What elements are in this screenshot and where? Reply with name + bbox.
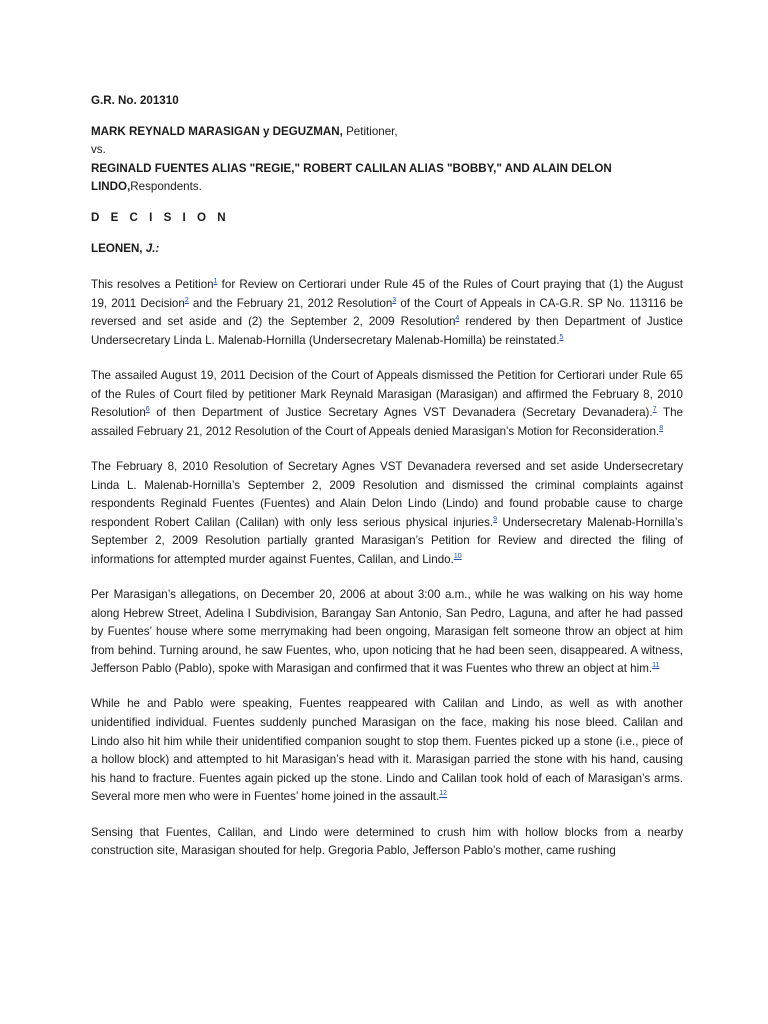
paragraph-text: The assailed February 21, 2012 Resolution of the Court of Appeals denied Marasigan’s Motion for Reconsideration. [91, 406, 683, 438]
body-paragraph [91, 458, 683, 570]
respondents-role: Respondents. [130, 180, 202, 194]
respondents-line [91, 160, 683, 197]
footnote-link[interactable]: 12 [439, 790, 448, 798]
petitioner-name: MARK REYNALD MARASIGAN y DEGUZMAN, [91, 124, 343, 138]
body-paragraph [91, 824, 683, 861]
paragraph-text: for Review on Certiorari under Rule 45 of the Rules of Court praying that (1) the August 19, 2011 Decision [91, 278, 684, 310]
footnote-link[interactable]: 10 [453, 553, 462, 561]
ponente-name: LEONEN, [91, 241, 146, 255]
respondents-names: REGINALD FUENTES ALIAS "REGIE," ROBERT CALILAN ALIAS "BOBBY," AND ALAIN DELON LINDO, [91, 161, 612, 194]
paragraph-text: The assailed August 19, 2011 Decision of the Court of Appeals dismissed the Petition for Certiorari under Rule 65 of the Rules of Court filed by petitioner Mark Reynald Marasigan (Marasigan) and affirmed the February 8, 2010 Resolution [91, 369, 683, 420]
paragraph-text: The February 8, 2010 Resolution of Secretary Agnes VST Devanadera reversed and set aside Undersecretary Linda L. Malenab-Hornilla’s September 2, 2009 Resolution and dismissed the criminal complaints against respondents Reginald Fuentes (Fuentes) and Alain Delon Lindo (Lindo) and found probable cause to charge respondent Robert Calilan (Calilan) with only less serious physical injuries. [91, 459, 683, 529]
decision-heading: D E C I S I O N [91, 210, 230, 224]
footnote-link[interactable]: 7 [652, 406, 657, 414]
case-number: G.R. No. 201310 [91, 94, 179, 107]
petitioner-line [91, 123, 683, 142]
footnote-link[interactable]: 8 [659, 424, 664, 432]
paragraph-text: and the February 21, 2012 Resolution [188, 296, 393, 310]
footnote-link[interactable]: 5 [559, 334, 564, 342]
footnote-link[interactable]: 2 [184, 296, 189, 304]
footnote-link[interactable]: 3 [392, 296, 397, 304]
footnote-link[interactable]: 1 [213, 278, 218, 286]
body-paragraph [91, 367, 683, 441]
versus-line: vs. [91, 143, 106, 157]
paragraph-text: Undersecretary Malenab-Hornilla’s September 2, 2009 Resolution partially granted Marasigan’s Petition for Review and directed the filing of informations for attempted murder against Fuentes, Calilan, and Lindo. [91, 515, 684, 566]
paragraph-text: This resolves a Petition [91, 278, 214, 292]
paragraph-text: While he and Pablo were speaking, Fuentes reappeared with Calilan and Lindo, as well as with another unidentified individual. Fuentes suddenly punched Marasigan on the face, making his nose bleed. Calilan and Lindo also hit him while their unidentified companion sought to stop them. Fuentes picked up a stone (i.e., piece of a hollow block) and attempted to hit Marasigan’s head with it. Marasigan parried the stone with his hand, causing his hand to fracture. Fuentes again picked up the stone. Lindo and Calilan took hold of each of Marasigan’s arms. Several more men who were in Fuentes’ home joined in the assault. [91, 697, 683, 804]
decision-body [91, 276, 683, 861]
body-paragraph [91, 586, 683, 679]
footnote-link[interactable]: 9 [493, 515, 498, 523]
body-paragraph [91, 695, 683, 807]
paragraph-text: of then Department of Justice Secretary Agnes VST Devanadera (Secretary Devanadera). [149, 406, 653, 420]
footnote-link[interactable]: 11 [652, 662, 660, 670]
petitioner-role: Petitioner, [342, 124, 398, 138]
ponente-title: J.: [145, 241, 160, 255]
paragraph-text: Per Marasigan’s allegations, on December 20, 2006 at about 3:00 a.m., while he was walking on his way home along Hebrew Street, Adelina I Subdivision, Barangay San Antonio, San Pedro, Laguna, and after he had passed by Fuentes’ house where some merrymaking had been ongoing, Marasigan felt someone throw an object at him from behind. Turning around, he saw Fuentes, who, upon noticing that he had been seen, disappeared. A witness, Jefferson Pablo (Pablo), spoke with Marasigan and confirmed that it was Fuentes who threw an object at him. [91, 587, 683, 676]
paragraph-text: Sensing that Fuentes, Calilan, and Lindo were determined to crush him with hollow blocks from a nearby construction site, Marasigan shouted for help. Gregoria Pablo, Jefferson Pablo’s mother, came rushing [91, 825, 683, 858]
paragraph-text: rendered by then Department of Justice Undersecretary Linda L. Malenab-Hornilla (Undersecretary Malenab-Homilla) be reinstated. [91, 315, 683, 347]
footnote-link[interactable]: 4 [455, 315, 460, 323]
paragraph-text: of the Court of Appeals in CA-G.R. SP No. 113116 be reversed and set aside and (2) the September 2, 2009 Resolution [91, 296, 683, 329]
ponente [91, 240, 683, 259]
footnote-link[interactable]: 6 [145, 406, 150, 414]
body-paragraph [91, 276, 683, 350]
decision-text [91, 92, 683, 877]
